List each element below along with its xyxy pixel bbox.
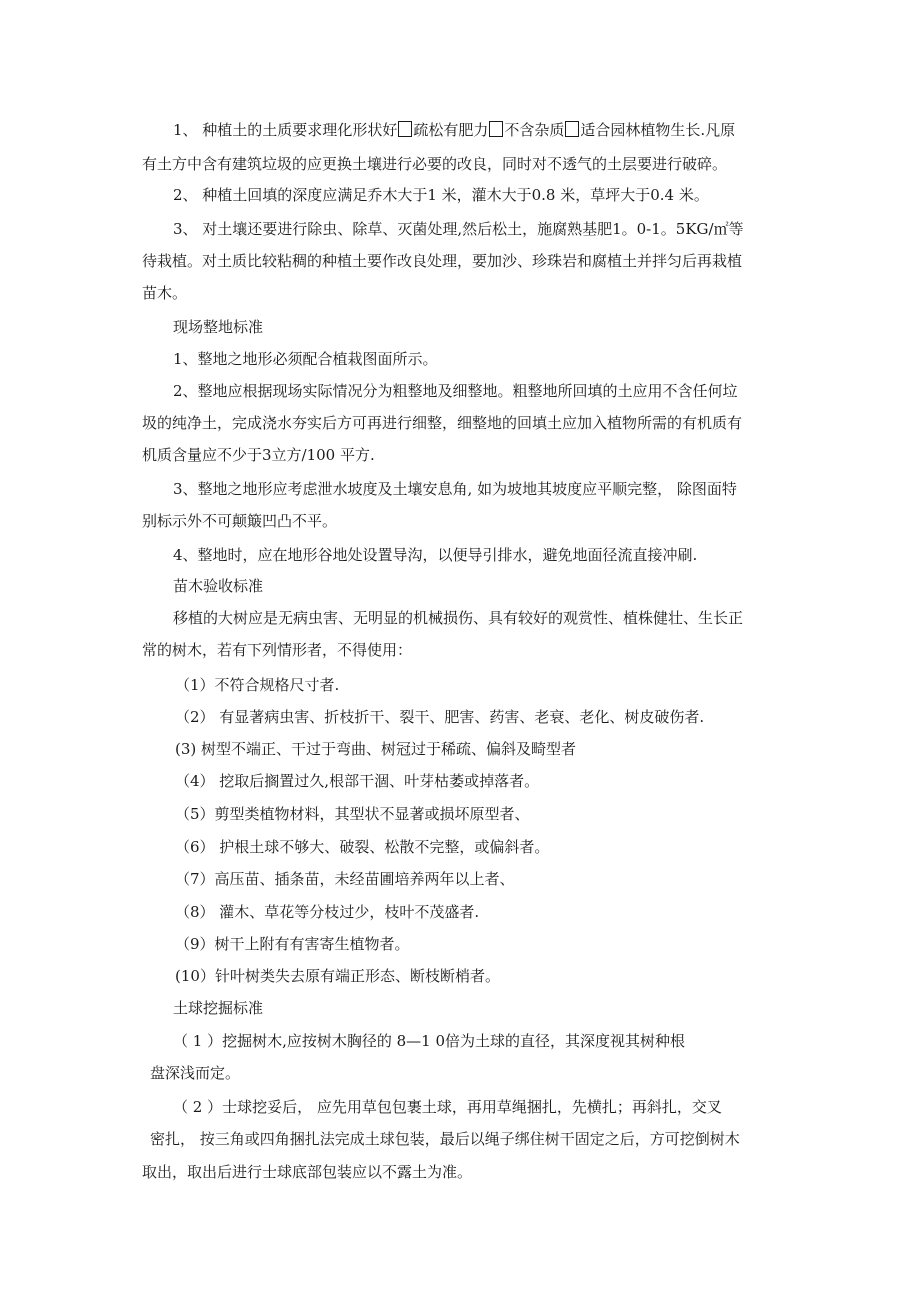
- nursery-item-7: （7）高压苗、插条苗，未经苗圃培养两年以上者、: [175, 870, 515, 888]
- grading-item-1: 1、整地之地形必须配合植栽图面所示。: [173, 350, 438, 368]
- site-grading-heading: 现场整地标准: [173, 318, 264, 336]
- soil-item-3-line-3: 苗木。: [142, 284, 188, 302]
- grading-item-2-line-1: 2、整地应根据现场实际情况分为粗整地及细整地。粗整地所回填的土应用不含任何垃: [173, 382, 738, 400]
- nursery-item-10: (10）针叶树类失去原有端正形态、断枝断梢者。: [175, 967, 500, 985]
- nursery-intro-line-1: 移植的大树应是无病虫害、无明显的机械损伤、具有较好的观赏性、植株健壮、生长正: [173, 609, 744, 627]
- soil-item-1-line-1: 1、 种植土的土质要求理化形状好 疏松有肥力 不含杂质 适合园林植物生长.凡原: [173, 121, 736, 139]
- soil-item-3-line-1: 3、 对土壤还要进行除虫、除草、灭菌处理,然后松土，施腐熟基肥1。0-1。5KG/㎡等: [173, 220, 744, 238]
- root-ball-item-1-line-2: 盘深浅而定。: [150, 1064, 241, 1082]
- root-ball-item-2-line-2: 密扎， 按三角或四角捆扎法完成土球包装，最后以绳子绑住树干固定之后，方可挖倒树木: [150, 1130, 740, 1148]
- missing-glyph-box: [489, 121, 503, 137]
- nursery-item-9: （9）树干上附有有害寄生植物者。: [175, 935, 410, 953]
- grading-item-2-line-3: 机质含量应不少于3立方/100 平方.: [142, 446, 375, 464]
- grading-item-3-line-2: 别标示外不可颠簸凹凸不平。: [142, 512, 338, 530]
- soil-item-2: 2、 种植土回填的深度应满足乔木大于1 米，灌木大于0.8 米，草坪大于0.4 米。: [173, 186, 709, 204]
- nursery-item-6: （6） 护根土球不够大、破裂、松散不完整，或偏斜者。: [175, 838, 550, 856]
- missing-glyph-box: [398, 121, 412, 137]
- soil-item-1-line-2: 有土方中含有建筑垃圾的应更换土壤进行必要的改良，同时对不透气的土层要进行破碎。: [142, 155, 728, 173]
- nursery-item-3: (3) 树型不端正、干过于弯曲、树冠过于稀疏、偏斜及畸型者: [175, 740, 577, 758]
- nursery-acceptance-heading: 苗木验收标准: [173, 577, 264, 595]
- root-ball-heading: 土球挖掘标准: [173, 999, 264, 1017]
- soil-item-3-line-2: 待栽植。对土质比较粘稠的种植土要作改良处理，要加沙、珍珠岩和腐植土并拌匀后再栽植: [142, 252, 743, 270]
- root-ball-item-2-line-3: 取出，取出后进行士球底部包装应以不露土为准。: [142, 1163, 473, 1181]
- root-ball-item-1-line-1: （ 1 ）挖掘树木,应按树木胸径的 8—1 0倍为土球的直径，其深度视其树种根: [173, 1032, 686, 1050]
- nursery-item-8: （8） 灌木、草花等分枝过少，枝叶不茂盛者.: [175, 903, 480, 921]
- grading-item-2-line-2: 圾的纯净土，完成浇水夯实后方可再进行细整，细整地的回填土应加入植物所需的有机质有: [142, 414, 743, 432]
- grading-item-4: 4、整地时，应在地形谷地处设置导沟，以便导引排水，避免地面径流直接冲刷.: [173, 546, 698, 564]
- nursery-item-5: （5）剪型类植物材料，其型状不显著或损坏原型者、: [175, 805, 530, 823]
- nursery-item-4: （4） 挖取后搁置过久,根部干涸、叶芽枯萎或掉落者。: [175, 772, 540, 790]
- nursery-item-1: （1）不符合规格尺寸者.: [175, 676, 340, 694]
- missing-glyph-box: [565, 121, 579, 137]
- nursery-item-2: （2） 有显著病虫害、折枝折干、裂干、肥害、药害、老衰、老化、树皮破伤者.: [175, 708, 705, 726]
- root-ball-item-2-line-1: （ 2 ）士球挖妥后， 应先用草包包裹土球，再用草绳捆扎，先横扎；再斜扎，交叉: [173, 1098, 722, 1116]
- grading-item-3-line-1: 3、整地之地形应考虑泄水坡度及土壤安息角, 如为坡地其坡度应平顺完整， 除图面特: [173, 480, 737, 498]
- nursery-intro-line-2: 常的树木，若有下列情形者，不得使用：: [142, 641, 413, 659]
